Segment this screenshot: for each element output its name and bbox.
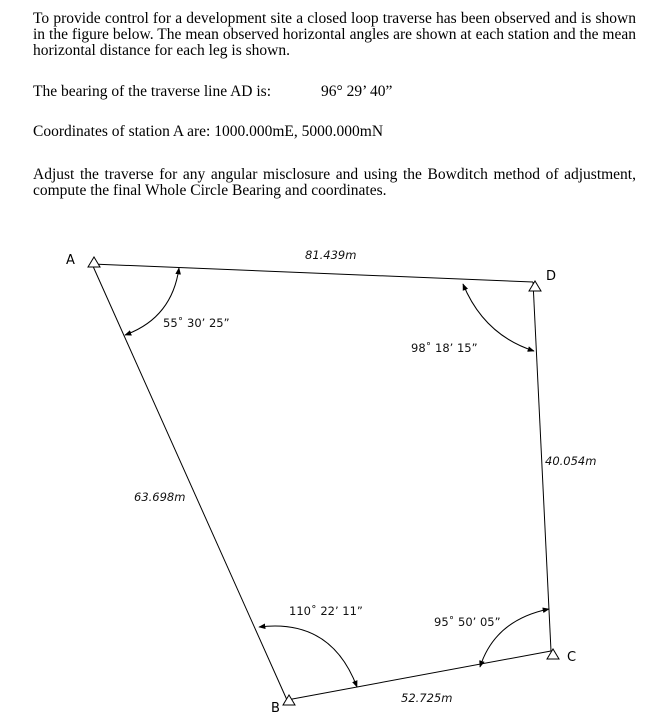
station-a-marker	[88, 257, 100, 267]
angle-c-label: 95˚ 50’ 05”	[434, 615, 501, 629]
task-paragraph: Adjust the traverse for any angular misclosure and using the Bowditch method of adjustment, compute the final Whole Circle Bearing and coordinates.	[33, 166, 636, 199]
intro-paragraph: To provide control for a development site a closed loop traverse has been observed and is shown in the figure below. The mean observed horizontal angles are shown at each station and the mean horizontal distance for each leg is shown.	[33, 10, 636, 59]
station-d-marker	[529, 281, 541, 291]
station-d-label: D	[546, 269, 557, 284]
station-b-label: B	[271, 701, 280, 716]
angle-b-label: 110˚ 22’ 11”	[289, 604, 363, 618]
leg-ad	[92, 264, 533, 282]
angle-a-label: 55˚ 30’ 25”	[163, 316, 230, 330]
station-a-label: A	[66, 253, 75, 268]
angle-arc-b	[259, 626, 357, 687]
distance-ab-label: 63.698m	[134, 490, 186, 504]
station-c-label: C	[567, 650, 577, 665]
bearing-label: The bearing of the traverse line AD is:	[33, 83, 272, 100]
station-b-marker	[283, 695, 295, 705]
coordinates-line: Coordinates of station A are: 1000.000mE, 5000.000mN	[33, 123, 384, 140]
bearing-value: 96° 29’ 40”	[321, 83, 393, 100]
distance-ad-label: 81.439m	[305, 248, 357, 262]
distance-bc-label: 52.725m	[401, 691, 453, 705]
distance-dc-label: 40.054m	[545, 454, 597, 468]
angle-d-label: 98˚ 18’ 15”	[411, 341, 478, 355]
station-c-marker	[547, 649, 559, 659]
